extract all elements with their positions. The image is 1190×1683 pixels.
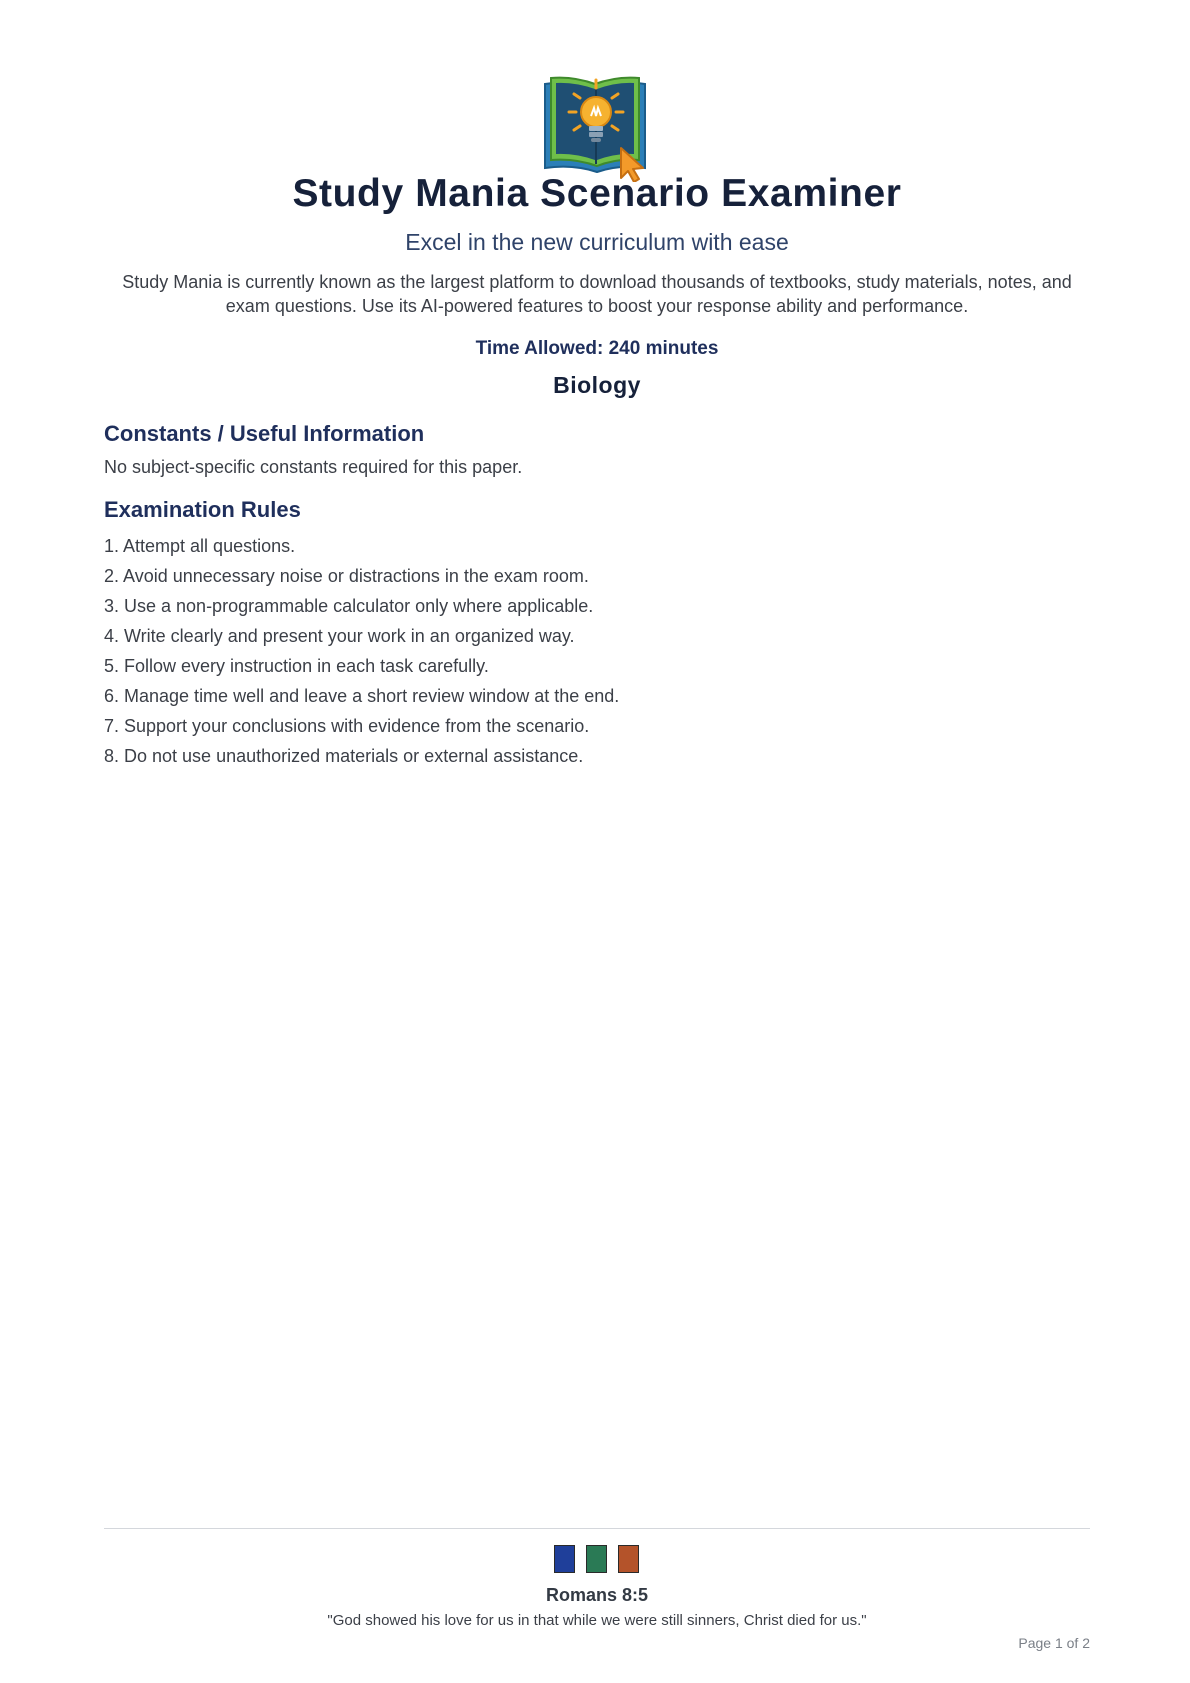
rule-item: 6. Manage time well and leave a short review window at the end. xyxy=(104,686,620,706)
verse-text: "God showed his love for us in that while we were still sinners, Christ died for us." xyxy=(327,1612,867,1629)
rule-item: 5. Follow every instruction in each task carefully. xyxy=(104,656,489,676)
rule-item: 4. Write clearly and present your work in an organized way. xyxy=(104,626,575,646)
book-lightbulb-cursor-icon xyxy=(541,76,653,182)
blue-swatch xyxy=(554,1545,575,1573)
rule-item: 8. Do not use unauthorized materials or external assistance. xyxy=(104,746,584,766)
constants-heading: Constants / Useful Information xyxy=(104,421,425,446)
page-subtitle: Excel in the new curriculum with ease xyxy=(405,229,789,255)
rules-list xyxy=(104,531,619,771)
subject-title: Biology xyxy=(553,372,641,398)
rule-item: 1. Attempt all questions. xyxy=(104,536,296,556)
document-page xyxy=(104,0,1090,1683)
rule-item: 3. Use a non-programmable calculator only where applicable. xyxy=(104,596,594,616)
constants-text: No subject-specific constants required for this paper. xyxy=(104,457,523,477)
green-swatch xyxy=(586,1545,607,1573)
page-number: Page 1 of 2 xyxy=(1018,1635,1090,1651)
verse-reference: Romans 8:5 xyxy=(545,1585,649,1605)
rule-item: 7. Support your conclusions with evidence from the scenario. xyxy=(104,716,590,736)
page-title: Study Mania Scenario Examiner xyxy=(292,172,902,215)
rule-item: 2. Avoid unnecessary noise or distractions in the exam room. xyxy=(104,566,589,586)
rules-heading: Examination Rules xyxy=(104,497,301,522)
orange-swatch xyxy=(618,1545,639,1573)
time-allowed: Time Allowed: 240 minutes xyxy=(475,338,719,359)
footer-divider xyxy=(104,1528,1090,1529)
platform-description: Study Mania is currently known as the largest platform to download thousands of textbooks, study materials, notes, and exam questions. Use its AI-powered features to boost your response ability and performance. xyxy=(122,272,1072,316)
